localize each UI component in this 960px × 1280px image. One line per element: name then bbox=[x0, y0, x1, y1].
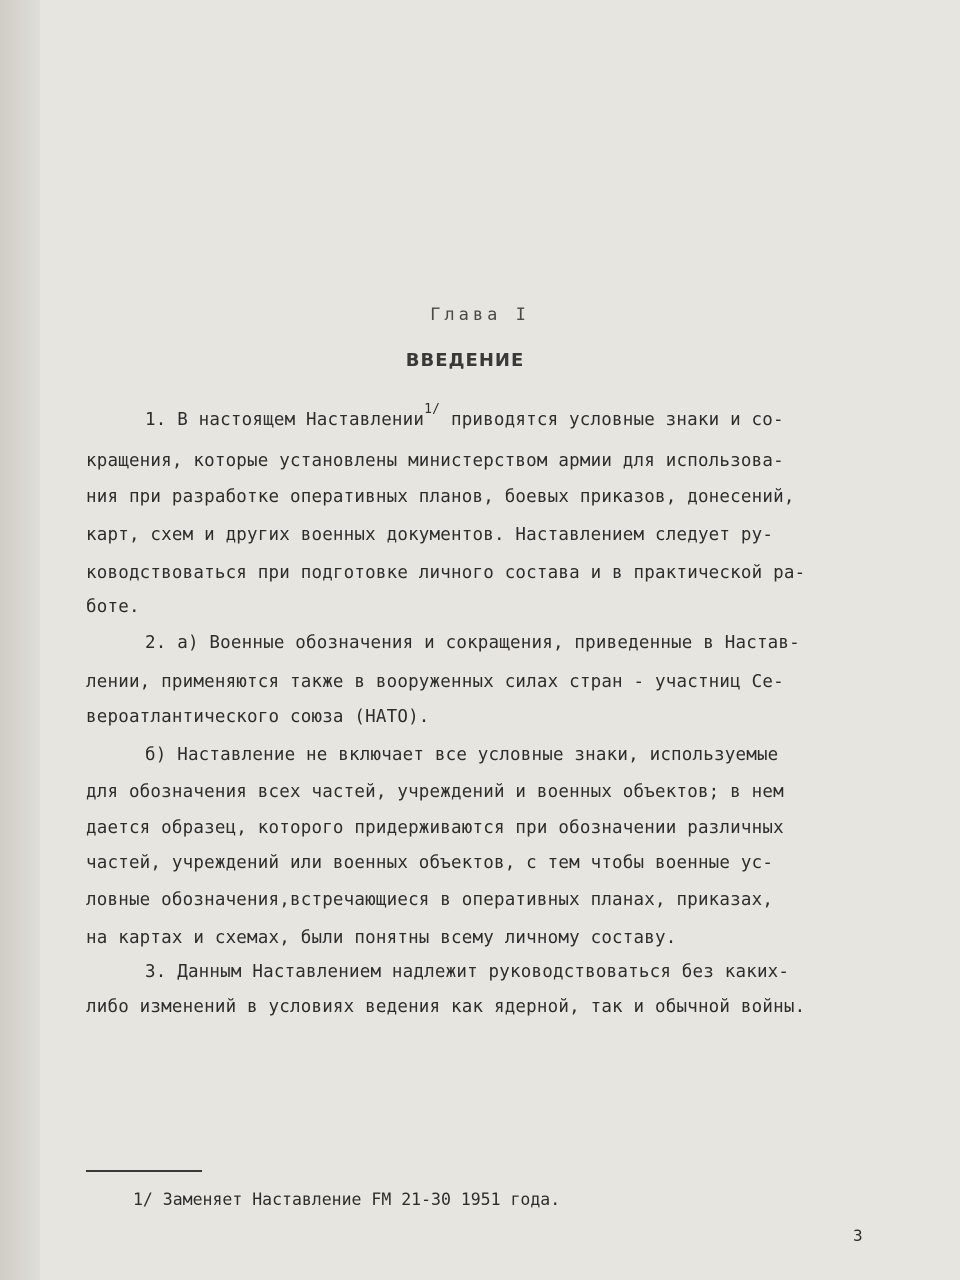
footnote-ref: 1/ bbox=[424, 402, 441, 417]
page-binding-edge bbox=[0, 0, 41, 1280]
para2b-line2: для обозначения всех частей, учреждений и военных объектов; в нем bbox=[86, 782, 784, 802]
para2b-line4: частей, учреждений или военных объектов, с тем чтобы военные ус- bbox=[86, 853, 774, 873]
para1-line4: карт, схем и других военных документов. Наставлением следует ру- bbox=[86, 525, 774, 545]
para1-line5: ководствоваться при подготовке личного состава и в практической ра- bbox=[86, 563, 806, 583]
para2a-line2: лении, применяются также в вооруженных силах стран - участниц Се- bbox=[86, 672, 784, 692]
footnote: 1/ Заменяет Наставление FM 21-30 1951 года. bbox=[133, 1190, 561, 1209]
para1-line1: 1. В настоящем Наставлении$^{1/}$ приводятся условные знаки и со- bbox=[145, 402, 784, 430]
para2b-line6: на картах и схемах, были понятны всему личному составу. bbox=[86, 928, 677, 948]
para2b-line1: б) Наставление не включает все условные знаки, используемые bbox=[145, 745, 779, 765]
footnote-divider bbox=[86, 1170, 202, 1172]
para3-line1: 3. Данным Наставлением надлежит руководствоваться без каких- bbox=[145, 962, 790, 982]
para2b-line5: ловные обозначения,встречающиеся в оперативных планах, приказах, bbox=[86, 890, 774, 910]
para1-line3: ния при разработке оперативных планов, боевых приказов, донесений, bbox=[86, 487, 795, 507]
chapter-label: Глава I bbox=[430, 305, 530, 325]
para1-line6: боте. bbox=[86, 597, 140, 617]
para2a-line3: вероатлантического союза (НАТО). bbox=[86, 707, 430, 727]
para1-line2: кращения, которые установлены министерством армии для использова- bbox=[86, 451, 784, 471]
para3-line2: либо изменений в условиях ведения как ядерной, так и обычной войны. bbox=[86, 997, 806, 1017]
para2a-line1: 2. а) Военные обозначения и сокращения, приведенные в Настав- bbox=[145, 633, 800, 653]
para2b-line3: дается образец, которого придерживаются при обозначении различных bbox=[86, 818, 784, 838]
section-heading: ВВЕДЕНИЕ bbox=[405, 350, 525, 371]
page-number: 3 bbox=[853, 1226, 863, 1245]
